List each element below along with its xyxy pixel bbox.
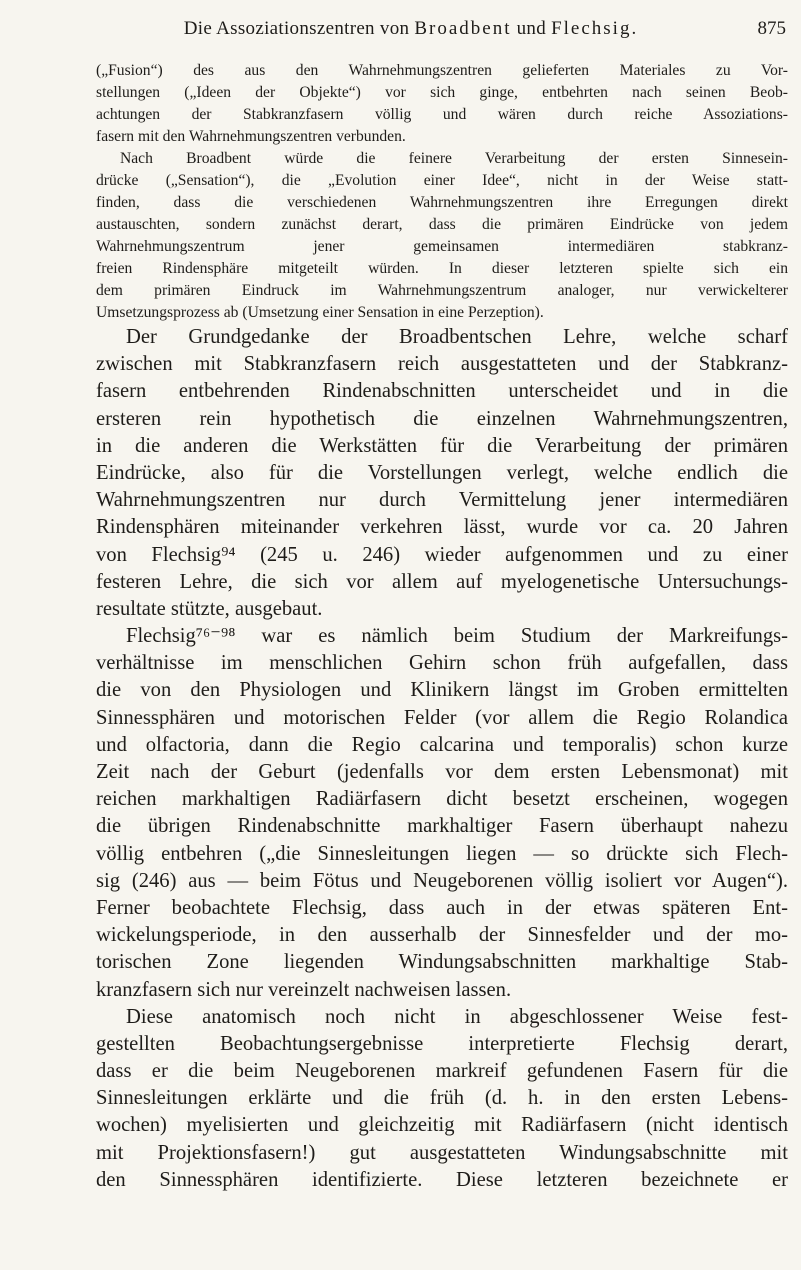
text-line: von Flechsig⁹⁴ (245 u. 246) wieder aufgenommen und zu einer	[96, 543, 788, 566]
text-line: festeren Lehre, die sich vor allem auf myelogenetische Untersuchungs-	[96, 570, 788, 593]
text-line: ersteren rein hypothetisch die einzelnen Wahrnehmungszentren,	[96, 407, 788, 430]
text-line: mit Projektionsfasern!) gut ausgestatteten Windungsabschnitte mit	[96, 1141, 788, 1164]
text-line: Nach Broadbent würde die feinere Verarbeitung der ersten Sinnesein-	[120, 150, 788, 167]
text-line: dass er die beim Neugeborenen markreif gefundenen Fasern für die	[96, 1060, 788, 1083]
text-line: Rindensphären miteinander verkehren lässt, wurde vor ca. 20 Jahren	[96, 516, 788, 539]
text-line: Sinnesleitungen erklärte und die früh (d. h. in den ersten Lebens-	[96, 1087, 788, 1110]
text-line: fasern mit den Wahrnehmungszentren verbunden.	[96, 128, 406, 145]
text-line: austauschten, sondern zunächst derart, dass die primären Eindrücke von jedem	[96, 216, 788, 233]
text-line: Zeit nach der Geburt (jedenfalls vor dem ersten Lebensmonat) mit	[96, 761, 788, 783]
text-line: Wahrnehmungszentrum jener gemeinsamen intermediären stabkranz-	[96, 238, 788, 255]
text-line: zwischen mit Stabkranzfasern reich ausgestatteten und der Stabkranz-	[96, 353, 788, 376]
rh-word-1: Die	[183, 18, 213, 39]
text-line: Sinnessphären und motorischen Felder (vor allem die Regio Rolandica	[96, 706, 788, 729]
text-line: torischen Zone liegenden Windungsabschnitten markhaltige Stab-	[96, 951, 788, 974]
text-line: völlig entbehren („die Sinnesleitungen liegen — so drückte sich Flech-	[96, 842, 788, 865]
text-line: („Fusion“) des aus den Wahrnehmungszentren gelieferten Materiales zu Vor-	[96, 62, 788, 79]
text-line: reichen markhaltigen Radiärfasern dicht besetzt erscheinen, wogegen	[96, 788, 788, 811]
text-line: Diese anatomisch noch nicht in abgeschlossener Weise fest-	[126, 1005, 788, 1028]
text-line: die von den Physiologen und Klinikern längst im Groben ermittelten	[96, 679, 788, 702]
text-line: sig (246) aus — beim Fötus und Neugeborenen völlig isoliert vor Augen“).	[96, 869, 788, 892]
rh-word-4: und	[516, 18, 546, 39]
text-line: Umsetzungsprozess ab (Umsetzung einer Sensation in eine Perzeption).	[96, 304, 544, 321]
text-line: Wahrnehmungszentren nur durch Vermittelung jener intermediären	[96, 489, 788, 512]
text-line: verhältnisse im menschlichen Gehirn schon früh aufgefallen, dass	[96, 652, 788, 675]
text-line: die übrigen Rindenabschnitte markhaltiger Fasern überhaupt nahezu	[96, 815, 788, 838]
text-line: drücke („Sensation“), die „Evolution einer Idee“, nicht in der Weise statt-	[96, 172, 788, 189]
text-line: finden, dass die verschiedenen Wahrnehmungszentren ihre Erregungen direkt	[96, 194, 788, 211]
small-print-paragraphs	[96, 60, 788, 324]
text-line: stellungen („Ideen der Objekte“) vor sich ginge, entbehrten nach seinen Beob-	[96, 84, 788, 101]
page-number: 875	[757, 18, 786, 39]
running-head	[96, 18, 786, 44]
text-line: kranzfasern sich nur vereinzelt nachweisen lassen.	[96, 978, 512, 1001]
text-line: gestellten Beobachtungsergebnisse interpretierte Flechsig derart,	[96, 1032, 788, 1055]
text-line: achtungen der Stabkranzfasern völlig und wären durch reiche Assoziations-	[96, 106, 788, 123]
text-line: Eindrücke, also für die Vorstellungen verlegt, welche endlich die	[96, 461, 788, 484]
main-text-paragraphs	[96, 324, 788, 1194]
text-line: den Sinnessphären identifizierte. Diese letzteren bezeichnete er	[96, 1168, 788, 1191]
running-head-title	[96, 18, 726, 40]
text-line: Flechsig⁷⁶⁻⁹⁸ war es nämlich beim Studium der Markreifungs-	[126, 625, 788, 648]
text-line: freien Rindensphäre mitgeteilt würden. In dieser letzteren spielte sich ein	[96, 260, 788, 277]
rh-word-3: Broadbent	[414, 18, 512, 39]
text-line: Der Grundgedanke der Broadbentschen Lehre, welche scharf	[126, 326, 788, 348]
text-line: fasern entbehrenden Rindenabschnitten unterscheidet und in die	[96, 380, 788, 403]
text-line: und olfactoria, dann die Regio calcarina und temporalis) schon kurze	[96, 733, 788, 756]
text-line: wochen) myelisierten und gleichzeitig mit Radiärfasern (nicht identisch	[96, 1114, 788, 1137]
text-line: Ferner beobachtete Flechsig, dass auch in der etwas späteren Ent-	[96, 896, 788, 919]
text-line: resultate stützte, ausgebaut.	[96, 597, 323, 620]
text-line: in die anderen die Werkstätten für die Verarbeitung der primären	[96, 434, 788, 457]
rh-word-2: Assoziationszentren von	[216, 18, 410, 39]
text-line: dem primären Eindruck im Wahrnehmungszentrum analoger, nur verwickelterer	[96, 282, 788, 299]
rh-word-5: Flechsig.	[551, 18, 639, 39]
text-line: wickelungsperiode, in den ausserhalb der Sinnesfelder und der mo-	[96, 924, 788, 947]
